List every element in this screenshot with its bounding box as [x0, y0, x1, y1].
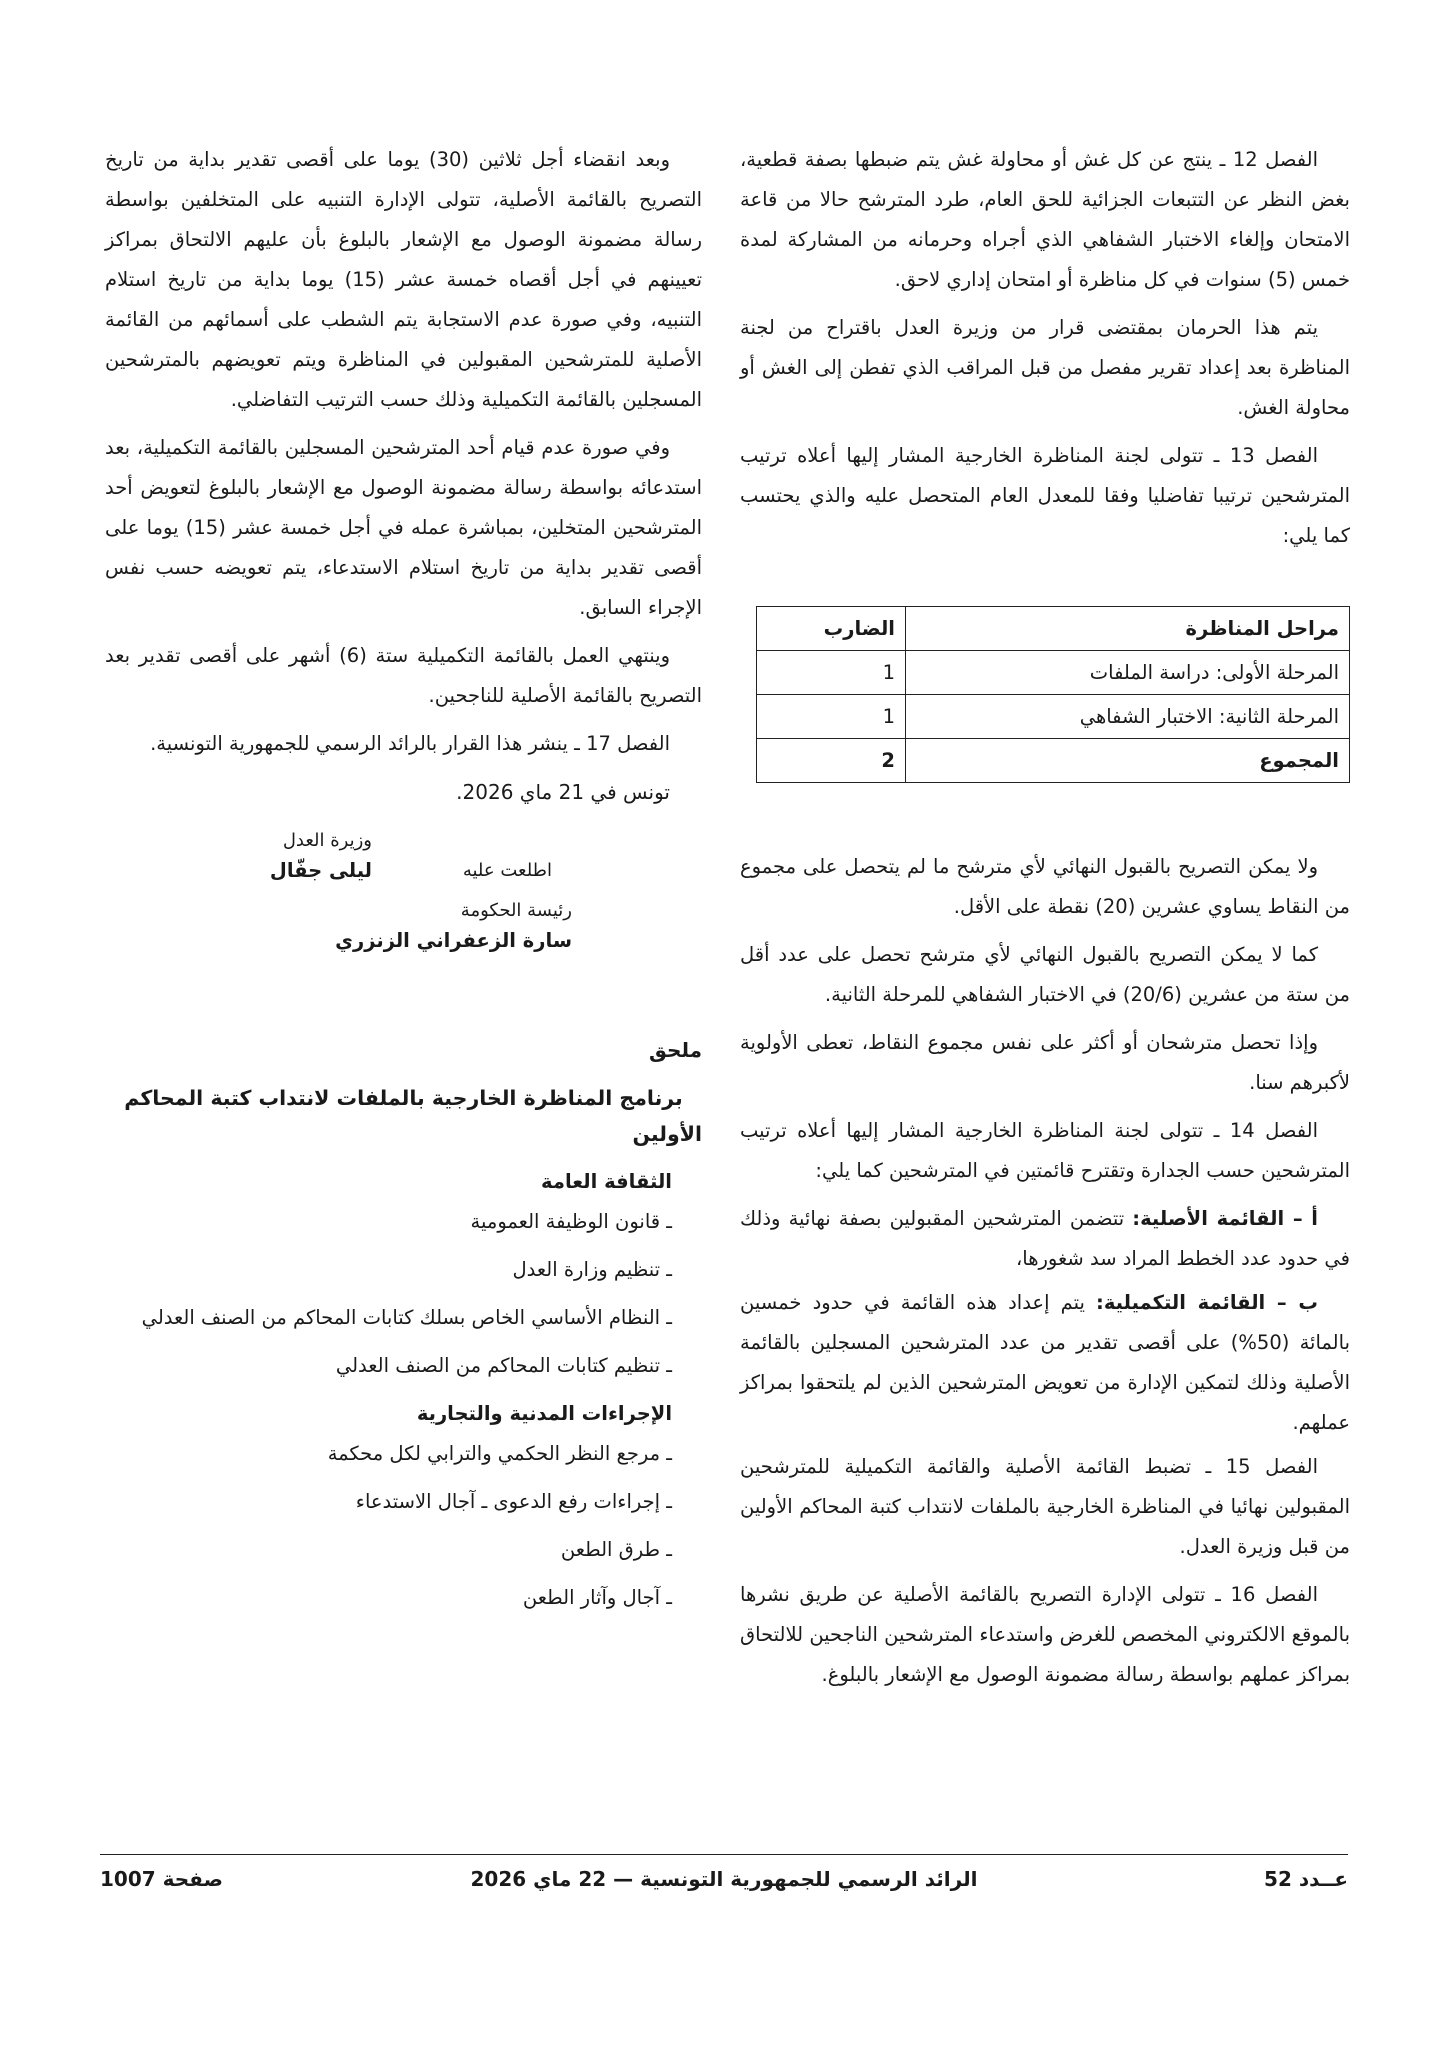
table-header-coef: الضارب	[757, 607, 906, 651]
supplementary-list-item	[740, 1283, 1350, 1443]
annex-title: برنامج المناظرة الخارجية بالملفات لانتداب كتبة المحاكم الأولين	[124, 1086, 702, 1146]
table-cell-stage: المرحلة الأولى: دراسة الملفات	[906, 651, 1350, 695]
list-item: ـ مرجع النظر الحكمي والترابي لكل محكمة	[327, 1442, 672, 1465]
table-cell-coef: 1	[757, 651, 906, 695]
table-total-label: المجموع	[906, 739, 1350, 783]
page-footer	[100, 1867, 1348, 1907]
main-list-lead: أ – القائمة الأصلية:	[1132, 1207, 1318, 1230]
section-civil-procedure-title: الإجراءات المدنية والتجارية	[416, 1402, 672, 1425]
thirty-days-paragraph: وبعد انقضاء أجل ثلاثين (30) يوما على أقصى تقدير بداية من تاريخ التصريح بالقائمة الأصلية، تتولى الإدارة التنبيه على المتخلفين بواسطة رسالة مضمونة الوصول مع الإشعار بالبلوغ بأن عليهم الالتحاق بمراكز تعيينهم في أجل أقصاه خمسة عشر (15) يوما بداية من تاريخ استلام التنبيه، وفي صورة عدم الاستجابة يتم الشطب على أسمائهم من القائمة الأصلية للمترشحين المقبولين في المناظرة ويتم تعويضهم بالمترشحين المسجلين بالقائمة التكميلية وذلك حسب الترتيب التفاضلي.	[105, 148, 703, 411]
main-list-text: تتضمن المترشحين المقبولين بصفة نهائية وذلك في حدود عدد الخطط المراد سد شغورها،	[740, 1207, 1350, 1270]
article-17-paragraph: الفصل 17 ـ ينشر هذا القرار بالرائد الرسمي للجمهورية التونسية.	[150, 732, 670, 755]
signature-block	[105, 826, 702, 996]
list-item: ـ إجراءات رفع الدعوى ـ آجال الاستدعاء	[355, 1490, 672, 1513]
table-row	[757, 651, 1350, 695]
table-cell-coef: 1	[757, 695, 906, 739]
table-row	[757, 695, 1350, 739]
main-list-item	[740, 1199, 1350, 1279]
table-header-stage: مراحل المناظرة	[906, 607, 1350, 651]
oral-minimum-paragraph: كما لا يمكن التصريح بالقبول النهائي لأي مترشح تحصل على عدد أقل من ستة من عشرين (20/6) في الاختبار الشفاهي للمرحلة الثانية.	[740, 943, 1350, 1006]
annex-label: ملحق	[649, 1038, 702, 1062]
deprivation-paragraph: يتم هذا الحرمان بمقتضى قرار من وزيرة العدل باقتراح من لجنة المناظرة بعد إعداد تقرير مفصل من قبل المراقب الذي تفطن إلى الغش أو محاولة الغش.	[740, 316, 1350, 419]
minimum-score-paragraph: ولا يمكن التصريح بالقبول النهائي لأي مترشح ما لم يتحصل على مجموع من النقاط يساوي عشرين (20) نقطة على الأقل.	[740, 855, 1350, 918]
minister-title: وزيرة العدل	[282, 830, 372, 851]
article-14-paragraph: الفصل 14 ـ تتولى لجنة المناظرة الخارجية المشار إليها أعلاه ترتيب المترشحين حسب الجدارة وتقترح قائمتين في المترشحين كما يلي:	[740, 1119, 1350, 1182]
list-item: ـ قانون الوظيفة العمومية	[470, 1210, 672, 1233]
section-general-culture-title: الثقافة العامة	[541, 1170, 672, 1193]
article-15-paragraph: الفصل 15 ـ تضبط القائمة الأصلية والقائمة التكميلية للمترشحين المقبولين نهائيا في المناظرة الخارجية بالملفات لانتداب كتبة المحاكم الأولين من قبل وزيرة العدل.	[740, 1455, 1350, 1558]
article-12-paragraph: الفصل 12 ـ ينتج عن كل غش أو محاولة غش يتم ضبطها بصفة قطعية، بغض النظر عن التتبعات الجزائية للحق العام، طرد المترشح حالا من قاعة الامتحان وإلغاء الاختبار الشفاهي الذي أجراه وحرمانه من المشاركة لمدة خمس (5) سنوات في كل مناظرة أو امتحان إداري لاحق.	[740, 148, 1350, 291]
table-header-row	[757, 607, 1350, 651]
pm-title: رئيسة الحكومة	[460, 900, 572, 921]
journal-title: الرائد الرسمي للجمهورية التونسية — 22 ماي 2026	[470, 1867, 978, 1891]
supplementary-expiry-paragraph: وينتهي العمل بالقائمة التكميلية ستة (6) أشهر على أقصى تقدير بعد التصريح بالقائمة الأصلية للناجحين.	[105, 644, 702, 707]
list-item: ـ تنظيم وزارة العدل	[512, 1258, 672, 1281]
seen-by-text: اطلعت عليه	[462, 860, 552, 881]
seen-by-label	[463, 856, 552, 886]
coefficient-table	[756, 606, 1350, 783]
list-item: ـ آجال وآثار الطعن	[522, 1586, 672, 1609]
pm-name: سارة الزعفراني الزنزري	[335, 929, 572, 952]
footer-divider	[100, 1854, 1348, 1855]
table-cell-stage: المرحلة الثانية: الاختبار الشفاهي	[906, 695, 1350, 739]
minister-name: ليلى جفّال	[269, 859, 372, 882]
table-total-row	[757, 739, 1350, 783]
table-total-value: 2	[757, 739, 906, 783]
list-item: ـ تنظيم كتابات المحاكم من الصنف العدلي	[335, 1354, 672, 1377]
page-number: صفحة 1007	[100, 1867, 223, 1891]
tie-break-paragraph: وإذا تحصل مترشحان أو أكثر على نفس مجموع النقاط، تعطى الأولوية لأكبرهم سنا.	[740, 1031, 1350, 1094]
signing-date: تونس في 21 ماي 2026.	[456, 780, 670, 804]
supplementary-replacement-paragraph: وفي صورة عدم قيام أحد المترشحين المسجلين بالقائمة التكميلية، بعد استدعائه بواسطة رسالة مضمونة الوصول مع الإشعار بالبلوغ لتعويض أحد المترشحين المتخلين، بمباشرة عمله في أجل خمسة عشر (15) يوما على أقصى تقدير بداية من تاريخ استلام الاستدعاء، يتم تعويضه حسب نفس الإجراء السابق.	[105, 436, 702, 619]
list-item: ـ طرق الطعن	[560, 1538, 672, 1561]
article-13-paragraph: الفصل 13 ـ تتولى لجنة المناظرة الخارجية المشار إليها أعلاه ترتيب المترشحين ترتيبا تفاضليا وفقا للمعدل العام المتحصل عليه والذي يحتسب كما يلي:	[740, 444, 1350, 547]
list-item: ـ النظام الأساسي الخاص بسلك كتابات المحاكم من الصنف العدلي	[141, 1306, 672, 1329]
supplementary-list-text: يتم إعداد هذه القائمة في حدود خمسين بالمائة (50%) على أقصى تقدير من عدد المترشحين المسجلين بالقائمة الأصلية وذلك لتمكين الإدارة من تعويض المترشحين الذين لم يلتحقوا بمراكز عملهم.	[740, 1291, 1350, 1434]
pm-signature	[335, 896, 572, 956]
right-column	[740, 140, 1350, 1703]
left-column	[105, 140, 702, 1626]
issue-number: عــدد 52	[1264, 1867, 1348, 1891]
supplementary-list-lead: ب – القائمة التكميلية:	[1096, 1291, 1318, 1314]
minister-signature	[270, 826, 372, 886]
article-16-paragraph: الفصل 16 ـ تتولى الإدارة التصريح بالقائمة الأصلية عن طريق نشرها بالموقع الالكتروني المخصص للغرض واستدعاء المترشحين الناجحين للالتحاق بمراكز عملهم بواسطة رسالة مضمونة الوصول مع الإشعار بالبلوغ.	[740, 1583, 1350, 1686]
